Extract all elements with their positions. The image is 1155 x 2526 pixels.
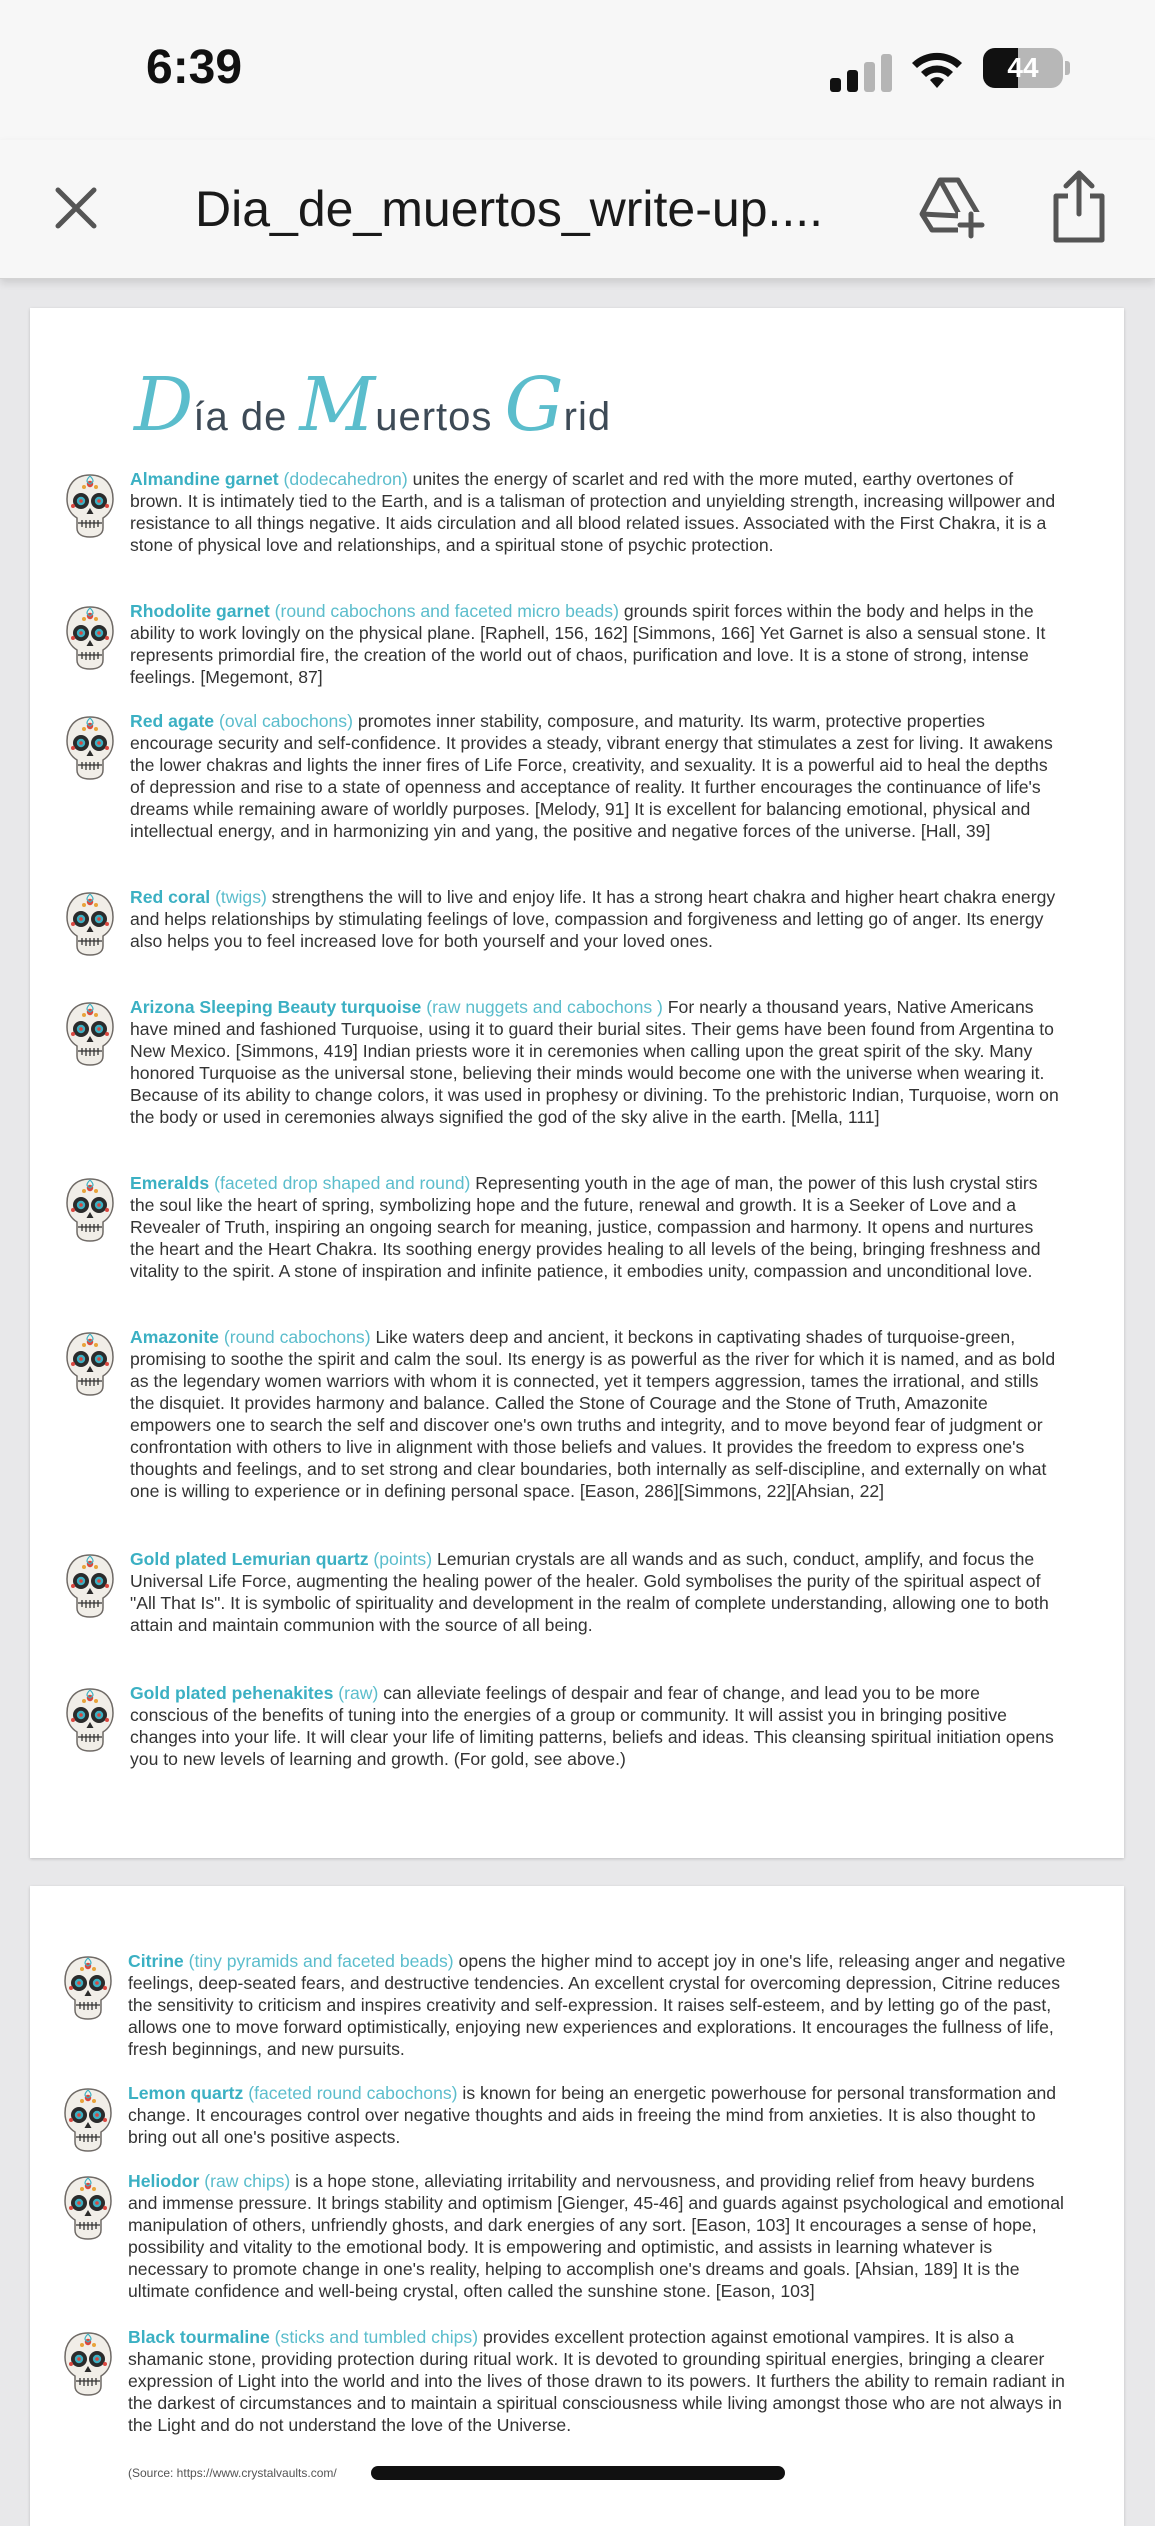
entry-text (130, 886, 1060, 952)
sugar-skull-icon (62, 2174, 114, 2242)
stone-name: Heliodor (128, 2171, 200, 2191)
sugar-skull-icon (64, 472, 116, 540)
stone-description: is a hope stone, alleviating irritability and nervousness, and providing relief from heavy burdens and immense pressure. It brings stability and optimism [Gienger, 45-46] and guards against psychological and emotional manipulation of others, unfriendly ghosts, and dark energies of any sort. [Eason, 103] It encourages a sense of hope, possibility and vitality to the emotional body. It is empowering and optimistic, and assists in learning whatever is necessary to promote change in one's reality, helping to accomplish one's dreams and goals. [Ahsian, 189] It is the ultimate confidence and well-being crystal, often called the sunshine stone. [Eason, 103] (128, 2171, 1064, 2301)
battery-icon (983, 48, 1063, 88)
entry-text (130, 1172, 1060, 1282)
stone-form: (tiny pyramids and faceted beads) (183, 1951, 454, 1971)
sugar-skull-icon (62, 1954, 114, 2022)
stone-description: Like waters deep and ancient, it beckons in captivating shades of turquoise-green, promising to soothe the spirit and calm the soul. Its energy is as powerful as the river for which it is named, and as bold as the legendary women warriors with whom it is connected, yet it tempers aggression, tames the irrational, and stills the disquiet. It provides harmony and balance. Called the Stone of Courage and the Stone of Truth, Amazonite empowers one to search the self and discover one's own truths and integrity, and to move beyond fear of judgment or confrontation with others to live in alignment with those beliefs and values. It provides the freedom to express one's thoughts and feelings, and to set strong and clear boundaries, both internally as self-discipline, and externally on what one is willing to experience or in defining personal space. [Eason, 286][Simmons, 22][Ahsian, 22] (130, 1327, 1056, 1501)
stone-description: Representing youth in the age of man, the power of this lush crystal stirs the soul like the heart of spring, symbolizing hope and the future, renewal and growth. It is a Seeker of Love and a Revealer of Truth, inspiring an ongoing search for meaning, justice, compassion and harmony. It opens and nurtures the heart and the Heart Chakra. Its soothing energy provides healing to all levels of the being, bringing freshness and vitality to the spirit. A stone of inspiration and infinite patience, it embodies unity, compassion and unconditional love. (130, 1173, 1041, 1281)
sugar-skull-icon (64, 1330, 116, 1398)
stone-name: Red agate (130, 711, 215, 731)
stone-form: (raw chips) (199, 2171, 291, 2191)
stone-description: is known for being an energetic powerhouse for personal transformation and change. It encourages control over negative thoughts and aids in freeing the mind from anxieties. It is also thought to bring out all one's positive aspects. (128, 2083, 1057, 2147)
battery-tip (1065, 61, 1070, 75)
document-page-1 (30, 308, 1124, 1858)
stone-name: Black tourmaline (128, 2327, 270, 2347)
sugar-skull-icon (64, 604, 116, 672)
stone-description: unites the energy of scarlet and red with the more muted, earthy overtones of brown. It is intimately tied to the Earth, and is a talisman of protection and unyielding strength, increasing willpower and resistance to all things negative. It aids circulation and all blood related issues. Associated with the First Chakra, it is a stone of physical love and relationships, and a spiritual stone of psychic protection. (130, 469, 1056, 555)
sugar-skull-icon (64, 1000, 116, 1068)
share-icon (1048, 168, 1110, 244)
cellular-signal-icon (830, 52, 894, 92)
stone-form: (twigs) (210, 887, 267, 907)
entry-text (130, 710, 1060, 842)
entry-text (130, 468, 1060, 556)
stone-name: Gold plated Lemurian quartz (130, 1549, 369, 1569)
document-page-2 (30, 1886, 1124, 2526)
stone-form: (oval cabochons) (214, 711, 353, 731)
stone-description: promotes inner stability, composure, and maturity. Its warm, protective properties encourage security and self-confidence. It provides a steady, vibrant energy that stimulates a zest for living. It awakens the lower chakras and lights the inner fires of Life Force, creativity, and sexuality. It is a powerful aid to heal the depths of depression and rise to a state of openness and acceptance of reality. It further encourages the continuance of life's dreams while remaining aware of worldly purposes. [Melody, 91] It is excellent for balancing emotional, physical and intellectual energy, and in harmonizing yin and yang, the positive and negative forces of the universe. [Hall, 39] (130, 711, 1053, 841)
entry-text (130, 1682, 1060, 1770)
home-indicator[interactable] (371, 2466, 785, 2480)
heading-text: rid (563, 395, 612, 439)
sugar-skull-icon (62, 2086, 114, 2154)
entry-text (128, 1950, 1068, 2060)
entry-text (128, 2326, 1068, 2436)
sugar-skull-icon (64, 1686, 116, 1754)
document-title: Dia_de_muertos_write-up.... (195, 181, 824, 237)
sugar-skull-icon (64, 1176, 116, 1244)
stone-form: (faceted drop shaped and round) (209, 1173, 471, 1193)
heading-text: ía de (193, 395, 300, 439)
close-icon (44, 176, 108, 240)
stone-form: (raw) (333, 1683, 379, 1703)
entry-text (130, 1326, 1060, 1502)
stone-form: (sticks and tumbled chips) (269, 2327, 479, 2347)
stone-description: strengthens the will to live and enjoy life. It has a strong heart chakra and higher heart chakra energy and helps relationships by stimulating feelings of love, compassion and forgiveness and letting go of anger. Its energy also helps you to feel increased love for both yourself and your loved ones. (130, 887, 1056, 951)
heading-text: uertos (375, 395, 505, 439)
share-button[interactable] (1048, 168, 1110, 244)
stone-name: Red coral (130, 887, 211, 907)
entry-text (128, 2082, 1068, 2148)
stone-form: (points) (368, 1549, 433, 1569)
stone-name: Citrine (128, 1951, 184, 1971)
sugar-skull-icon (64, 714, 116, 782)
stone-form: (dodecahedron) (278, 469, 408, 489)
stone-name: Rhodolite garnet (130, 601, 270, 621)
stone-description: provides excellent protection against emotional vampires. It is also a shamanic stone, providing protection during ritual work. It is devoted to grounding spiritual energies, bringing a clearer expression of Light into the world and into the lives of those drawn to its powers. It furthers the ability to remain radiant in the darkest of circumstances and to maintain a spiritual consciousness while living amongst those who are not always in the Light and do not understand the love of the Universe. (128, 2327, 1065, 2435)
stone-name: Almandine garnet (130, 469, 279, 489)
add-to-drive-button[interactable] (914, 170, 986, 242)
stone-name: Gold plated pehenakites (130, 1683, 334, 1703)
stone-description: grounds spirit forces within the body and helps in the ability to work lovingly on the physical plane. [Raphell, 156, 162] [Simmons, 166] Yet Garnet is also a sensual stone. It represents primordial fire, the creation of the world out of chaos, purification and love. It is a stone of strong, intense feelings. [Megemont, 87] (130, 601, 1046, 687)
stone-form: (faceted round cabochons) (243, 2083, 458, 2103)
stone-description: Lemurian crystals are all wands and as such, conduct, amplify, and focus the Universal Life Force, augmenting the healing power of the healer. Gold symbolises the purity of the spiritual aspect of "All That Is". It is symbolic of spirituality and development in the realm of complete understanding, allowing one to both attain and maintain communion with the source of all being. (130, 1549, 1049, 1635)
status-time: 6:39 (146, 41, 243, 94)
status-bar (0, 0, 1155, 140)
stone-form: (round cabochons) (218, 1327, 371, 1347)
sugar-skull-icon (64, 1552, 116, 1620)
viewer-toolbar (0, 140, 1155, 279)
heading-initial: G (504, 362, 564, 448)
stone-name: Emeralds (130, 1173, 210, 1193)
add-to-drive-icon (914, 170, 986, 242)
wifi-icon (908, 46, 966, 90)
stone-name: Lemon quartz (128, 2083, 244, 2103)
sugar-skull-icon (62, 2330, 114, 2398)
stone-name: Amazonite (130, 1327, 219, 1347)
document-heading (134, 362, 611, 448)
sugar-skull-icon (64, 890, 116, 958)
entry-text (130, 996, 1060, 1128)
stone-name: Arizona Sleeping Beauty turquoise (130, 997, 422, 1017)
stone-description: can alleviate feelings of despair and fear of change, and lead you to be more conscious of the benefits of tuning into the energies of a group or community. It will assist you in bringing positive changes into your life. It will clear your life of limiting patterns, beliefs and ideas. This cleansing spiritual initiation opens you to new levels of learning and growth. (For gold, see above.) (130, 1683, 1054, 1769)
entry-text (130, 1548, 1060, 1636)
stone-description: opens the higher mind to accept joy in one's life, releasing anger and negative feelings, deep-seated fears, and destructive tendencies. An excellent crystal for overcoming depression, Citrine reduces the sensitivity to criticism and inspires creativity and self-expression. It raises self-esteem, and by letting go of the past, allows one to move forward optimistically, enjoying new experiences and explorations. It encourages the fullness of life, fresh beginnings, and new pursuits. (128, 1951, 1066, 2059)
heading-initial: D (134, 362, 194, 448)
battery-percentage: 44 (1007, 52, 1039, 83)
entry-text (128, 2170, 1068, 2302)
stone-description: For nearly a thousand years, Native Americans have mined and fashioned Turquoise, using it to guard their burial sites. Their gems have been found from Argentina to New Mexico. [Simmons, 419] Indian priests wore it in ceremonies when calling upon the great spirit of the sky. Many honored Turquoise as the universal stone, believing their minds would become one with the universe when wearing it. Because of its ability to change colors, it was used in prophesy or divining. To the prehistoric Indian, Turquoise, worn on the body or used in ceremonies always signified the god of the sky alive in the earth. [Mella, 111] (130, 997, 1059, 1127)
entry-text (130, 600, 1060, 688)
close-button[interactable] (44, 176, 108, 240)
source-citation: (Source: https://www.crystalvaults.com/ (128, 2466, 337, 2480)
heading-initial: M (299, 362, 376, 448)
stone-form: (round cabochons and faceted micro beads) (269, 601, 619, 621)
stone-form: (raw nuggets and cabochons ) (421, 997, 663, 1017)
